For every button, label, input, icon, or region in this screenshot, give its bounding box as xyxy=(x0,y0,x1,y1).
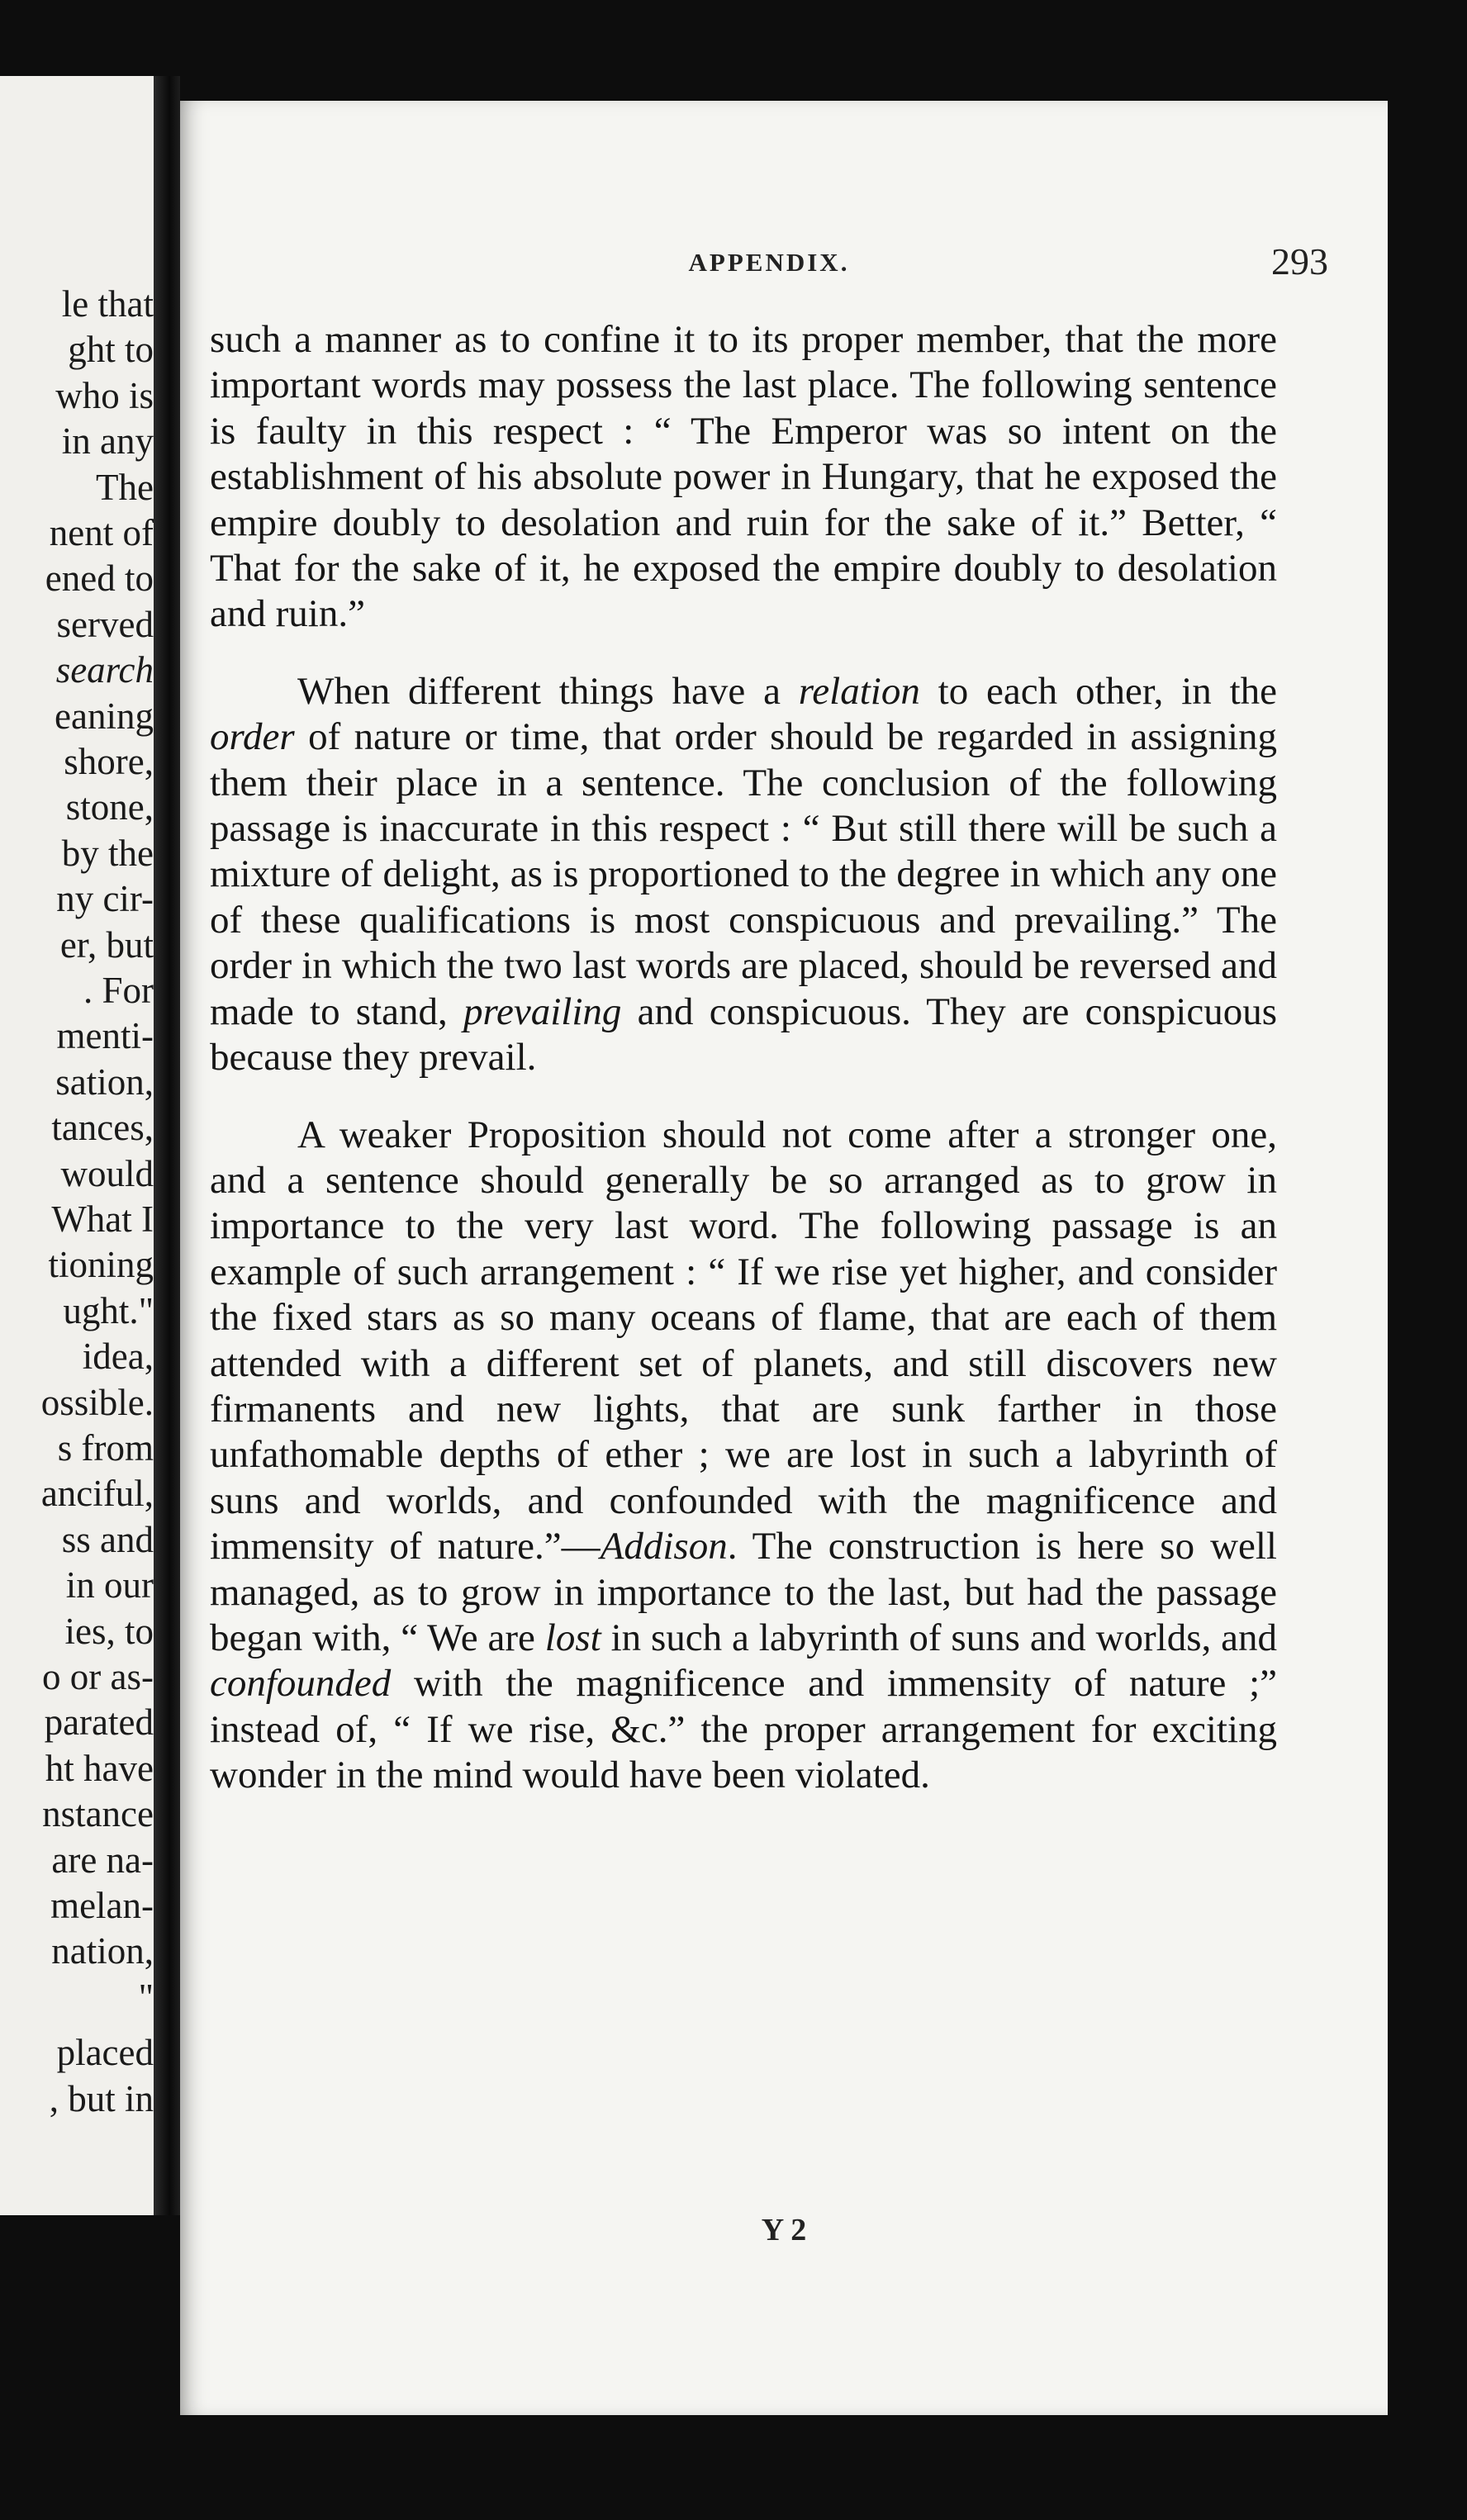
paragraph-3-text-1: A weaker Proposition should not come after a stronger one, and a sentence should generally be so arranged as to grow in importance to the very last word. The following passage is an example of such arrangement : “ If we rise yet higher, and consider the fixed stars as so many oceans of flame, that are each of them attended with a different set of planets, and still discovers new firmanents and new lights, that are sunk farther in those unfathomable depths of ether ; we are lost in such a labyrinth of suns and worlds, and confounded with the magnificence and immensity of nature.”— xyxy=(210,1113,1277,1568)
paragraph-1 xyxy=(210,317,1277,638)
facing-page-line: , but in xyxy=(49,2077,154,2119)
facing-page-line: ies, to xyxy=(64,1610,154,1652)
facing-page-line: ght to xyxy=(68,329,154,371)
paragraph-3-text-4: with the magnificence and immensity of nature ;” instead of, “ If we rise, &c.” the proper arrangement for exciting wonder in the mind would have been violated. xyxy=(210,1662,1277,1797)
facing-page-line: ss and xyxy=(61,1518,154,1560)
paragraph-2-text-2: to each other, in the xyxy=(919,669,1277,713)
paragraph-3-italic-addison: Addison xyxy=(600,1525,728,1568)
facing-page-line: ht have xyxy=(45,1747,154,1789)
book-page xyxy=(180,101,1388,2415)
facing-page-line: who is xyxy=(55,374,154,416)
paragraph-3-italic-confounded: confounded xyxy=(210,1662,392,1706)
facing-page-line: melan- xyxy=(50,1885,154,1926)
paragraph-2-italic-prevailing: prevailing xyxy=(463,989,622,1033)
facing-page-line: idea, xyxy=(82,1336,154,1378)
page-number: 293 xyxy=(1271,240,1328,282)
facing-page-line: stone, xyxy=(65,786,154,828)
facing-page-line: ened to xyxy=(45,558,154,600)
facing-page-line: tances, xyxy=(51,1107,154,1149)
paragraph-2-italic-order: order xyxy=(210,715,295,759)
facing-page-line: tioning xyxy=(48,1244,154,1286)
facing-page-line: le that xyxy=(61,283,154,325)
facing-page-line: ught." xyxy=(63,1289,154,1331)
paragraph-2-text-4: and conspicuous. They are conspicuous because they prevail. xyxy=(210,989,1277,1080)
signature-mark: Y 2 xyxy=(761,2213,807,2247)
facing-page-line: shore, xyxy=(64,741,154,782)
facing-page-line: served xyxy=(56,603,154,645)
facing-page-line: are na- xyxy=(51,1839,154,1881)
body-text xyxy=(210,317,1277,1799)
facing-page-line: ossible. xyxy=(40,1381,154,1423)
facing-page-line: search xyxy=(55,649,154,691)
facing-page-line: . For xyxy=(83,970,154,1011)
facing-page-line: by the xyxy=(61,832,154,874)
facing-page-line: nent of xyxy=(49,512,154,553)
facing-page-line: in our xyxy=(65,1564,154,1606)
facing-page-fragment xyxy=(0,76,165,2215)
facing-page-line: nation, xyxy=(51,1930,154,1972)
facing-page-line: placed xyxy=(56,2032,154,2074)
paragraph-2-italic-relation: relation xyxy=(798,669,920,713)
facing-page-line: " xyxy=(138,1976,154,2018)
facing-page-line: eaning xyxy=(55,695,154,737)
facing-page-line: parated xyxy=(44,1701,154,1744)
facing-page-line: The xyxy=(96,466,154,508)
paragraph-2-text-1: When different things have a xyxy=(297,669,799,713)
facing-page-line: s from xyxy=(57,1427,154,1469)
facing-page-line: o or as- xyxy=(42,1656,154,1697)
facing-page-line: in any xyxy=(61,420,154,463)
facing-page-line: menti- xyxy=(56,1015,154,1057)
paragraph-3-italic-lost: lost xyxy=(544,1616,601,1659)
paragraph-3-text-2: . The construction is here so well managed, as to grow in importance to the last, but had the passage began with, “ We are xyxy=(210,1525,1277,1659)
paragraph-2-text-3: of nature or time, that order should be regarded in assigning them their place in a sentence. The conclusion of the following passage is inaccurate in this respect : “ But still there will be such a mixture of delight, as is proportioned to the degree in which any one of these qualifications is most conspicuous and prevailing.” The order in which the two last words are placed, should be reversed and made to stand, xyxy=(210,715,1277,1033)
facing-page-line: ny cir- xyxy=(56,878,154,920)
facing-page-line: would xyxy=(60,1152,154,1194)
paragraph-2 xyxy=(210,669,1277,1081)
paragraph-3 xyxy=(210,1113,1277,1799)
page-header xyxy=(210,240,1328,297)
paragraph-1-text: such a manner as to confine it to its proper member, that the more important words may possess the last place. The following sentence is faulty in this respect : “ The Emperor was so intent on the establishment of his absolute power in Hungary, that he exposed the empire doubly to desolation and ruin for the sake of it.” Better, “ That for the sake of it, he exposed the empire doubly to desolation and ruin.” xyxy=(210,318,1277,636)
facing-page-line: er, but xyxy=(59,923,154,966)
facing-page-line: What I xyxy=(51,1198,154,1240)
facing-page-line: sation, xyxy=(55,1061,154,1103)
facing-page-line: anciful, xyxy=(40,1473,154,1515)
facing-page-line: nstance xyxy=(42,1793,154,1835)
running-head: APPENDIX. xyxy=(688,248,850,277)
book-gutter xyxy=(154,76,180,2215)
paragraph-3-text-3: in such a labyrinth of suns and worlds, and xyxy=(601,1616,1277,1659)
